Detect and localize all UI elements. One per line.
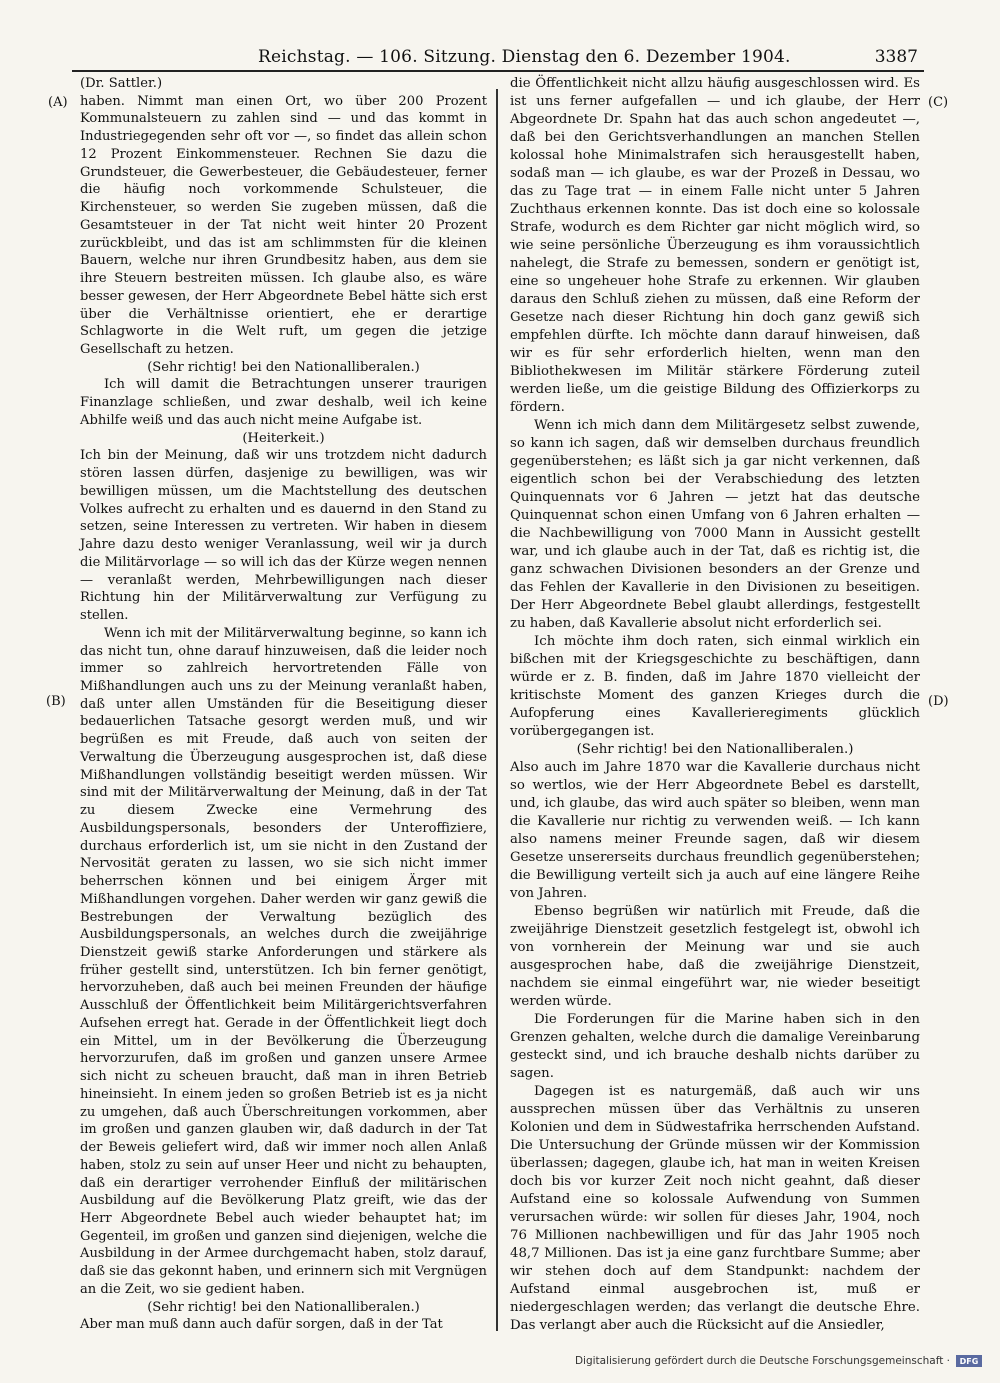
column-divider (496, 89, 498, 1331)
interjection: (Sehr richtig! bei den Nationalliberalen.) (147, 359, 420, 375)
paragraph: haben. Nimmt man einen Ort, wo über 200 Prozent Kommunalsteuern zu zahlen sind — und das kommt in Industriegegenden sehr oft vor —, so findet das allein schon 12 Prozent Einkommensteuer. Rechnen Sie dazu die Grundsteuer, die Gewerbesteuer, die Gebäudesteuer, ferner die häufig noch vorkommende Schulsteuer, die Kirchensteuer, so werden Sie zugeben müssen, daß die Gesamtsteuer in der Tat nicht weit hinter 20 Prozent zurückbleibt, und das ist am schlimmsten für die kleinen Bauern, welche nur ihren Grundbesitz haben, aus dem sie ihre Steuern bestreiten müssen. Ich glaube also, es wäre besser gewesen, der Herr Abgeordnete Bebel hätte sich erst über die Verhältnisse orientiert, ehe er derartige Schlagworte in die Welt ruft, um gegen die jetzige Gesellschaft zu hetzen. (80, 93, 487, 358)
paragraph: Ich will damit die Betrachtungen unserer traurigen Finanzlage schließen, und zwar deshalb, weil ich keine Abhilfe weiß und das auch nicht meine Aufgabe ist. (80, 377, 487, 428)
paragraph: Ich bin der Meinung, daß wir uns trotzdem nicht dadurch stören lassen dürfen, dasjenige zu bewilligen, was wir bewilligen müssen, um die Machtstellung des deutschen Volkes aufrecht zu erhalten und es dauernd in den Stand zu setzen, seine Interessen zu vertreten. Wir haben in diesem Jahre dazu desto weniger Veranlassung, weil wir ja durch die Militärvorlage — so will ich das der Kürze wegen nennen — veranlaßt werden, Mehrbewilligungen nach dieser Richtung hin der Militärverwaltung zur Verfügung zu stellen. (80, 448, 487, 624)
paragraph: Ich möchte ihm doch raten, sich einmal wirklich ein bißchen mit der Kriegsgeschichte zu beschäftigen, dann würde er z. B. finden, daß im Jahre 1870 vielleicht der kritischste Moment des ganzen Krieges durch die Aufopferung eines Kavallerieregiments glücklich vorübergegangen ist. (510, 634, 920, 739)
paragraph: Die Forderungen für die Marine haben sich in den Grenzen gehalten, welche durch die damalige Vereinbarung gesteckt sind, und ich brauche deshalb nichts darüber zu sagen. (510, 1012, 920, 1081)
paragraph: Aber man muß dann auch dafür sorgen, daß in der Tat (80, 1317, 443, 1333)
paragraph: Also auch im Jahre 1870 war die Kavallerie durchaus nicht so wertlos, wie der Herr Abgeordnete Bebel es darstellt, und, ich glaube, das wird auch später so bleiben, wenn man die Kavallerie nur richtig zu verwenden weiß. — Ich kann also namens meiner Freunde sagen, daß wir diesem Gesetze unsererseits durchaus freundlich gegenüberstehen; die Bewilligung verteilt sich ja auch auf eine längere Reihe von Jahren. (510, 760, 920, 901)
page-header (70, 47, 930, 71)
interjection: (Sehr richtig! bei den Nationalliberalen.) (576, 742, 854, 757)
paragraph: Wenn ich mit der Militärverwaltung beginne, so kann ich das nicht tun, ohne darauf hinzuweisen, daß die leider noch immer so zahlreich hervortretenden Fälle von Mißhandlungen auch uns zu der Meinung veranlaßt haben, daß unter allen Umständen für die Beseitigung dieser bedauerlichen Tatsache gesorgt werden muß, und wir begrüßen es mit Freude, daß auch von seiten der Verwaltung die Überzeugung ausgesprochen ist, daß diese Mißhandlungen vollständig beseitigt werden müssen. Wir sind mit der Militärverwaltung der Meinung, daß in der Tat zu diesem Zwecke eine Vermehrung des Ausbildungspersonals, besonders der Unteroffiziere, durchaus erforderlich ist, um sie nicht in den Zustand der Nervosität geraten zu lassen, wo sie sich nicht immer beherrschen können und bei einigem Ärger mit Mißhandlungen vorgehen. Daher werden wir ganz gewiß die Bestrebungen der Verwaltung bezüglich des Ausbildungspersonals, an welches durch die zweijährige Dienstzeit gewiß starke Anforderungen und stärkere als früher gestellt sind, unterstützen. Ich bin ferner genötigt, hervorzuheben, daß auch bei meinen Freunden der häufige Ausschluß der Öffentlichkeit beim Militärgerichtsverfahren Aufsehen erregt hat. Gerade in der Öffentlichkeit liegt doch ein Mittel, um in der Bevölkerung die Überzeugung hervorzurufen, daß im großen und ganzen unsere Armee sich nicht zu scheuen braucht, daß man in ihren Betrieb hineinsieht. In einem jeden so großen Betrieb ist es ja nicht zu umgehen, daß auch Überschreitungen vorkommen, aber im großen und ganzen glauben wir, daß dadurch in der Tat der Beweis geliefert wird, daß wir immer noch allen Anlaß haben, stolz zu sein auf unser Heer und nicht zu behaupten, daß ein derartiger verrohender Einfluß der militärischen Ausbildung auf die Bevölkerung Platz greift, wie das der Herr Abgeordnete Bebel auch wieder behauptet hat; im Gegenteil, im großen und ganzen sind diejenigen, welche die Ausbildung in der Armee durchgemacht haben, stolz darauf, daß sie das gekonnt haben, und erinnern sich mit Vergnügen an die Zeit, wo sie gedient haben. (80, 625, 487, 1297)
footer-text: Digitalisierung gefördert durch die Deutsche Forschungsgemeinschaft · (574, 1355, 950, 1367)
page-number: 3387 (874, 47, 918, 67)
header-rule (72, 70, 924, 72)
paragraph: Ebenso begrüßen wir natürlich mit Freude, daß die zweijährige Dienstzeit gesetzlich festgelegt ist, obwohl ich von vornherein der Meinung war und sie auch ausgesprochen habe, daß die zweijährige Dienstzeit, nachdem sie einmal eingeführt war, nie wieder beseitigt werden würde. (510, 904, 920, 1009)
margin-marker-a: (A) (48, 95, 68, 110)
paragraph: Dagegen ist es naturgemäß, daß auch wir uns aussprechen müssen über das Verhältnis zu unseren Kolonien und dem in Südwestafrika herrschenden Aufstand. Die Untersuchung der Gründe müssen wir der Kommission überlassen; dagegen, glaube ich, hat man in weiten Kreisen doch bis vor kurzer Zeit noch nicht geahnt, daß dieser Aufstand eine so kolossale Aufwendung von Summen verursachen würde: wir sollen für dieses Jahr, 1904, noch 76 Millionen nachbewilligen und für das Jahr 1905 noch 48,7 Millionen. Das ist ja eine ganz furchtbare Summe; aber wir stehen doch auf dem Standpunkt: nachdem der Aufstand einmal ausgebrochen ist, muß er niedergeschlagen werden; das verlangt die deutsche Ehre. Das verlangt aber auch die Rücksicht auf die Ansiedler, (510, 1084, 920, 1333)
margin-marker-b: (B) (46, 694, 66, 709)
running-title: Reichstag. — 106. Sitzung. Dienstag den 6. Dezember 1904. (258, 47, 791, 67)
margin-marker-c: (C) (928, 95, 949, 110)
right-column (510, 75, 920, 1335)
speaker-name: (Dr. Sattler.) (80, 76, 163, 91)
paragraph: Wenn ich mich dann dem Militärgesetz selbst zuwende, so kann ich sagen, daß wir demselben durchaus freundlich gegenüberstehen; es läßt sich ja gar nicht verkennen, daß eigentlich schon bei der Verabschiedung des letzten Quinquennats vor 6 Jahren — jetzt hat das deutsche Quinquennat schon einen Umfang von 6 Jahren erhalten — die Nachbewilligung von 7000 Mann in Aussicht gestellt war, und ich glaube auch in der Tat, daß es richtig ist, die ganz schwachen Divisionen besonders an der Grenze und das Fehlen der Kavallerie in den Divisionen zu beseitigen. Der Herr Abgeordnete Bebel glaubt allerdings, festgestellt zu haben, daß Kavallerie absolut nicht erforderlich sei. (510, 418, 920, 631)
left-column (80, 75, 487, 1334)
interjection: (Sehr richtig! bei den Nationalliberalen.) (147, 1299, 420, 1315)
margin-marker-d: (D) (928, 694, 949, 709)
interjection: (Heiterkeit.) (242, 430, 325, 446)
paragraph: die Öffentlichkeit nicht allzu häufig ausgeschlossen wird. Es ist uns ferner aufgefallen — und ich glaube, der Herr Abgeordnete Dr. Spahn hat das auch schon angedeutet —, daß bei den Gerichtsverhandlungen an manchen Stellen kolossal hohe Minimalstrafen sich herausgestellt haben, sodaß man — ich glaube, es war der Prozeß in Dessau, wo das zu Tage trat — in einem Falle nicht unter 5 Jahren Zuchthaus erkennen konnte. Das ist doch eine so kolossale Strafe, wodurch es dem Richter gar nicht möglich wird, so wie seine persönliche Überzeugung es ihm voraussichtlich nahelegt, die Strafe zu bemessen, sondern er genötigt ist, eine so ungeheuer hohe Strafe zu erkennen. Wir glauben daraus den Schluß ziehen zu müssen, daß eine Reform der Gesetze nach dieser Richtung hin doch ganz gewiß sich empfehlen dürfte. Ich möchte dann darauf hinweisen, daß wir es für sehr erforderlich hielten, wenn man den Bibliothekwesen im Militär stärkere Förderung zuteil werden ließe, um die geistige Bildung des Offizierkorps zu fördern. (510, 76, 920, 415)
footer-credit (575, 1355, 982, 1367)
dfg-logo: DFG (956, 1355, 982, 1367)
